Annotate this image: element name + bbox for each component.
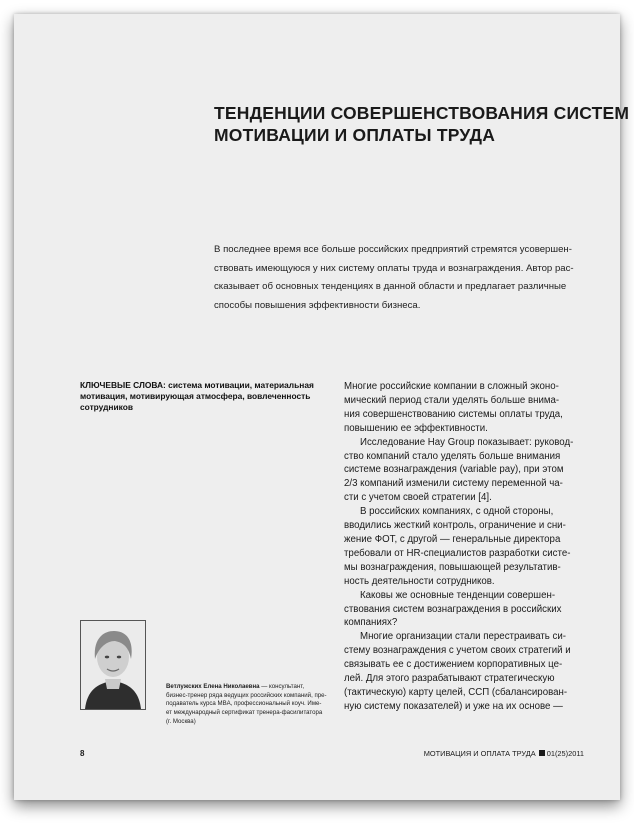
body-line: Многие организации стали перестраивать си- <box>360 631 567 643</box>
body-line: системе вознаграждения (variable pay), при этом <box>344 464 564 476</box>
keywords-line: КЛЮЧЕВЫЕ СЛОВА: система мотивации, материальная <box>80 380 314 390</box>
page-number: 8 <box>80 749 85 758</box>
body-line: компаниях? <box>344 617 398 629</box>
body-line: требовали от HR-специалистов разработки систе- <box>344 547 571 559</box>
author-name: Ветлужских Елена Николаевна <box>166 683 260 690</box>
keywords-block <box>80 380 330 414</box>
lead-line: ствовать имеющуюся у них систему оплаты труда и вознаграждения. Автор рас- <box>214 262 574 274</box>
author-line: ет международный сертификат тренера-фасилитатора <box>166 709 323 717</box>
author-portrait-icon <box>81 621 145 709</box>
lead-line: В последнее время все больше российских предприятий стремятся усовершен- <box>214 244 572 255</box>
journal-issue: 01(25)2011 <box>546 749 584 758</box>
author-bio <box>166 683 326 727</box>
author-role: — консультант, <box>259 683 305 690</box>
body-line: повышению ее эффективности. <box>344 422 488 434</box>
body-line: В российских компаниях, с одной стороны, <box>360 506 554 518</box>
body-line: мический период стали уделять больше внима- <box>344 394 560 406</box>
body-line: ния совершенствованию системы оплаты труда, <box>344 408 563 420</box>
lead-line: сказывает об основных тенденциях в данной области и предлагает различные <box>214 281 567 293</box>
body-line: стему вознаграждения с учетом своих стратегий и <box>344 645 571 657</box>
body-line: 2/3 компаний изменили систему переменной ча- <box>344 478 563 490</box>
body-line: связывать ее с достижением корпоративных це- <box>344 659 563 671</box>
body-line: мы вознаграждения, повышающей результатив- <box>344 561 561 573</box>
body-line: ство компаний стало уделять больше внимания <box>344 450 561 462</box>
magazine-page <box>14 14 630 800</box>
title-line: МОТИВАЦИИ И ОПЛАТЫ ТРУДА <box>214 125 496 145</box>
body-line: ную систему показателей) и уже на их основе — <box>344 700 563 712</box>
body-line: жение ФОТ, с другой — генеральные директора <box>344 533 561 545</box>
square-bullet-icon <box>539 750 545 756</box>
journal-title: МОТИВАЦИЯ И ОПЛАТА ТРУДА <box>423 749 536 758</box>
title-line: ТЕНДЕНЦИИ СОВЕРШЕНСТВОВАНИЯ СИСТЕМ <box>214 103 630 123</box>
keywords-line: мотивация, мотивирующая атмосфера, вовлеченность <box>80 391 311 402</box>
body-line: лей. Для этого разрабатывают стратегическую <box>344 673 555 685</box>
article-lead <box>214 241 594 315</box>
author-line: подаватель курса MBA, профессиональный коуч. Име- <box>166 700 322 708</box>
body-line: Каковы же основные тенденции совершен- <box>360 589 556 601</box>
body-line: Многие российские компании в сложный эконо- <box>344 381 559 392</box>
article-title <box>214 102 630 146</box>
body-line: сти с учетом своей стратегии [4]. <box>344 492 492 504</box>
body-line: (тактическую) карту целей, ССП (сбалансирован- <box>344 686 568 698</box>
author-first-line <box>166 683 326 692</box>
body-line: вводились жесткий контроль, ограничение и сни- <box>344 520 566 532</box>
body-line: ствования систем вознаграждения в российских <box>344 603 562 615</box>
lead-line: способы повышения эффективности бизнеса. <box>214 299 421 311</box>
journal-footer <box>424 749 584 758</box>
author-line: бизнес-тренер ряда ведущих российских компаний, пре- <box>166 691 327 699</box>
keywords-line: сотрудников <box>80 402 133 413</box>
author-photo <box>80 620 146 710</box>
article-body <box>344 380 610 714</box>
author-line: (г. Москва) <box>166 717 196 725</box>
body-line: Исследование Hay Group показывает: руковод- <box>360 436 574 448</box>
body-line: ность деятельности сотрудников. <box>344 575 495 587</box>
